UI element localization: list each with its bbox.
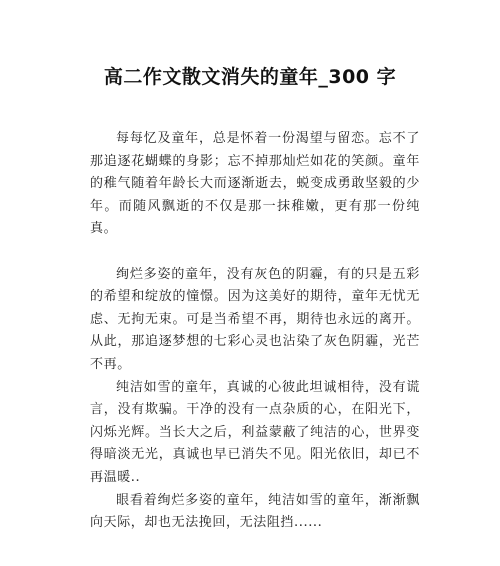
document-title: 高二作文散文消失的童年_300 字: [103, 66, 397, 88]
document-body: [90, 128, 420, 535]
paragraph-1: 每每忆及童年，总是怀着一份渴望与留恋。忘不了那追逐花蝴蝶的身影；忘不掉那灿烂如花的笑颜。童年的稚气随着年龄长大而逐渐逝去，蜕变成勇敢坚毅的少年。而随风飘逝的不仅是那一抹稚嫩，更有那一份纯真。: [90, 131, 420, 237]
paragraph-spacer: [90, 241, 420, 264]
paragraph-4: 眼看着绚烂多姿的童年，纯洁如雪的童年，渐渐飘向天际，却也无法挽回，无法阻挡......: [90, 492, 420, 531]
paragraph-3: 纯洁如雪的童年，真诚的心彼此坦诚相待，没有谎言，没有欺骗。干净的没有一点杂质的心，在阳光下，闪烁光辉。当长大之后，利益蒙蔽了纯洁的心，世界变得暗淡无光，真诚也早已消失不见。阳光依旧，却已不再温暖..: [90, 379, 420, 485]
paragraph-2: 绚烂多姿的童年，没有灰色的阴霾，有的只是五彩的希望和绽放的憧憬。因为这美好的期待，童年无忧无虑、无拘无束。可是当希望不再，期待也永远的离开。从此，那追逐梦想的七彩心灵也沾染了灰色阴霾，光芒不再。: [90, 266, 420, 372]
